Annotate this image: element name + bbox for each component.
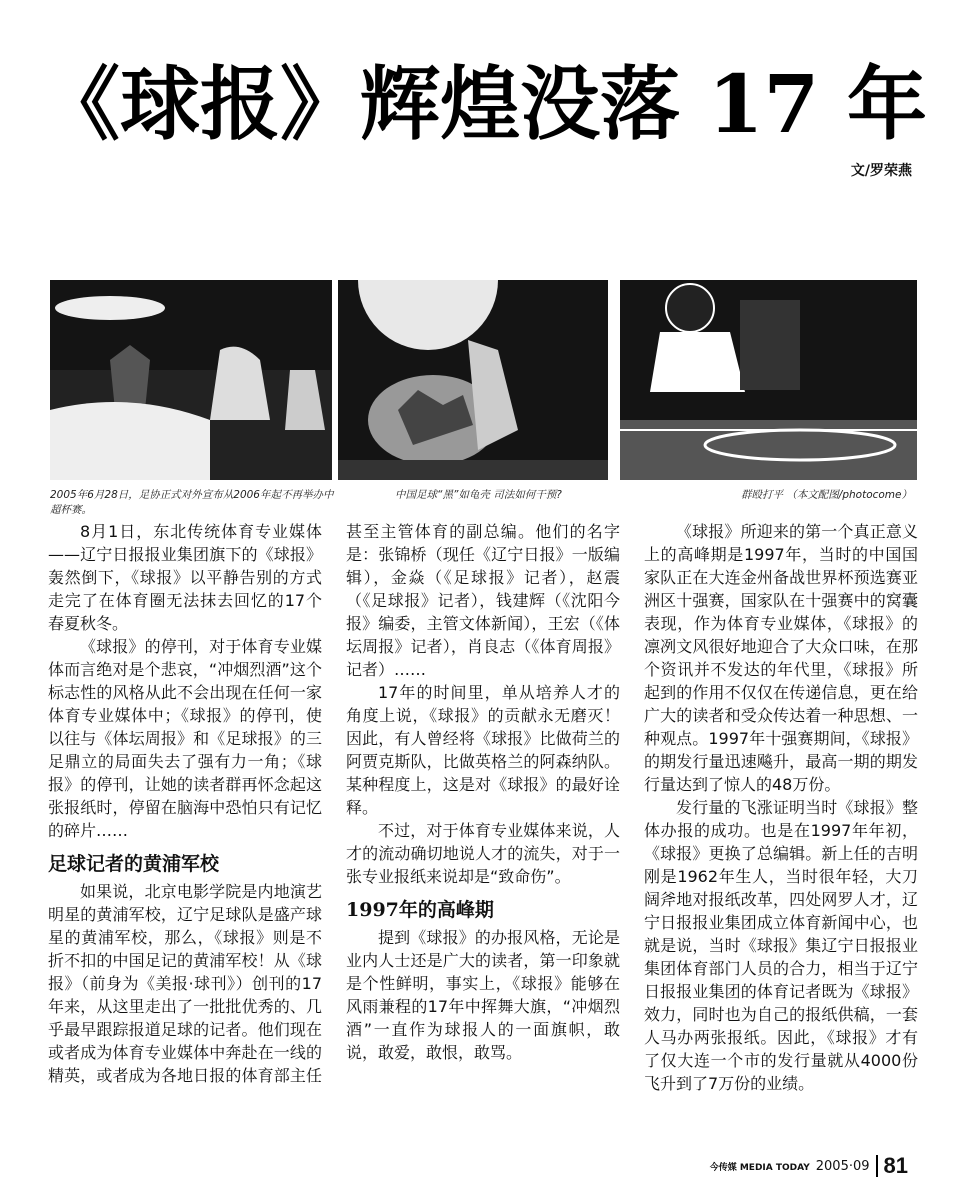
page-footer: [710, 1155, 908, 1177]
paragraph: 提到《球报》的办报风格，无论是业内人士还是广大的读者，第一印象就是个性鲜明，事实上，《球报》能够在风雨兼程的17年中挥舞大旗，“冲烟烈酒”一直作为球报人的一面旗帜，敢说，敢爱，敢恨，敢骂。: [346, 928, 620, 1062]
cartoon-image-3: [620, 280, 917, 480]
paragraph: 《球报》的停刊，对于体育专业媒体而言绝对是个悲哀，“冲烟烈酒”这个标志性的风格从此不会出现在任何一家体育专业媒体中；《球报》的停刊，使以往与《体坛周报》和《足球报》的三足鼎立的局面失去了强有力一角；《球报》的停刊，让她的读者群再怀念起这张报纸时，停留在脑海中恐怕只有记忆的碎片……: [48, 637, 322, 840]
paragraph: 如果说，北京电影学院是内地演艺明星的黄浦军校，辽宁足球队是盛产球星的黄浦军校，那么，《球报》则是不折不扣的中国足记的黄浦军校！从《球报》（前身为《美报·球刊》）创刊的17年来，从这里走出了一批批优秀的、几乎最早跟踪报道足球的记者。他们现在或者成为体育专业媒体中奔赴在一线的精英，或者成为各地日报的体育部主任甚至主管体育的副总编。他们的名字是：张锦桥（现任《辽宁日报》一版编辑），金焱（《足球报》记者），赵震（《足球报》记者），钱建辉（《沈阳今报》编委，主管文体新闻），王宏（《体坛周报》记者），肖良志（《体育周报》记者）……: [48, 522, 620, 1085]
cartoon-image-1: [50, 280, 332, 480]
byline: 文/罗荣燕: [850, 163, 912, 179]
page-number: 81: [876, 1155, 908, 1177]
issue-date: 2005·09: [815, 1158, 870, 1174]
magazine-name: 今传媒 MEDIA TODAY: [709, 1162, 810, 1173]
paragraph: 《球报》所迎来的第一个真正意义上的高峰期是1997年，当时的中国国家队正在大连金州备战世界杯预选赛亚洲区十强赛，国家队在十强赛中的窝囊表现，作为体育专业媒体，《球报》的凛冽文风很好地迎合了大众口味，在那个资讯并不发达的年代里，《球报》所起到的作用不仅仅在传递信息，更在给广大的读者和受众传达着一种思想、一种观点。1997年十强赛期间，《球报》的期发行量迅速飚升，最高一期的期发行量达到了惊人的48万份。: [644, 522, 918, 794]
image-caption-3: 群殴打平 （本文配图/photocome）: [740, 489, 912, 501]
section-heading: 1997年的高峰期: [346, 899, 494, 921]
paragraph: 8月1日，东北传统体育专业媒体——辽宁日报报业集团旗下的《球报》轰然倒下，《球报》以平静告别的方式走完了在体育圈无法抹去回忆的17个春夏秋冬。: [48, 522, 322, 633]
image-caption-1: 2005年6月28日，足协正式对外宣布从2006年起不再举办中超杯赛。: [50, 489, 334, 516]
cartoon-image-2: [338, 280, 608, 480]
article-title: 《球报》辉煌没落 17 年: [40, 57, 928, 151]
article-body: [48, 520, 918, 1095]
section-heading: 足球记者的黄浦军校: [48, 853, 220, 875]
image-caption-2: 中国足球“黑”如龟壳 司法如何干预?: [395, 489, 562, 501]
paragraph: 发行量的飞涨证明当时《球报》整体办报的成功。也是在1997年年初，《球报》更换了总编辑。新上任的吉明刚是1962年生人，当时很年轻，大刀阔斧地对报纸改革，四处网罗人才，辽宁日报报业集团成立体育新闻中心，也就是说，当时《球报》集辽宁日报报业集团体育部门人员的合力，相当于辽宁日报报业集团的体育记者既为《球报》效力，同时也为自己的报纸供稿，一套人马办两张报纸。因此，《球报》才有了仅大连一个市的发行量就从4000份飞升到了7万份的业绩。: [644, 798, 918, 1093]
paragraph: 不过，对于体育专业媒体来说，人才的流动确切地说人才的流失，对于一张专业报纸来说却是“致命伤”。: [346, 821, 620, 886]
paragraph: 17年的时间里，单从培养人才的角度上说，《球报》的贡献永无磨灭！因此，有人曾经将《球报》比做荷兰的阿贾克斯队，比做英格兰的阿森纳队。某种程度上，这是对《球报》的最好诠释。: [346, 683, 620, 817]
